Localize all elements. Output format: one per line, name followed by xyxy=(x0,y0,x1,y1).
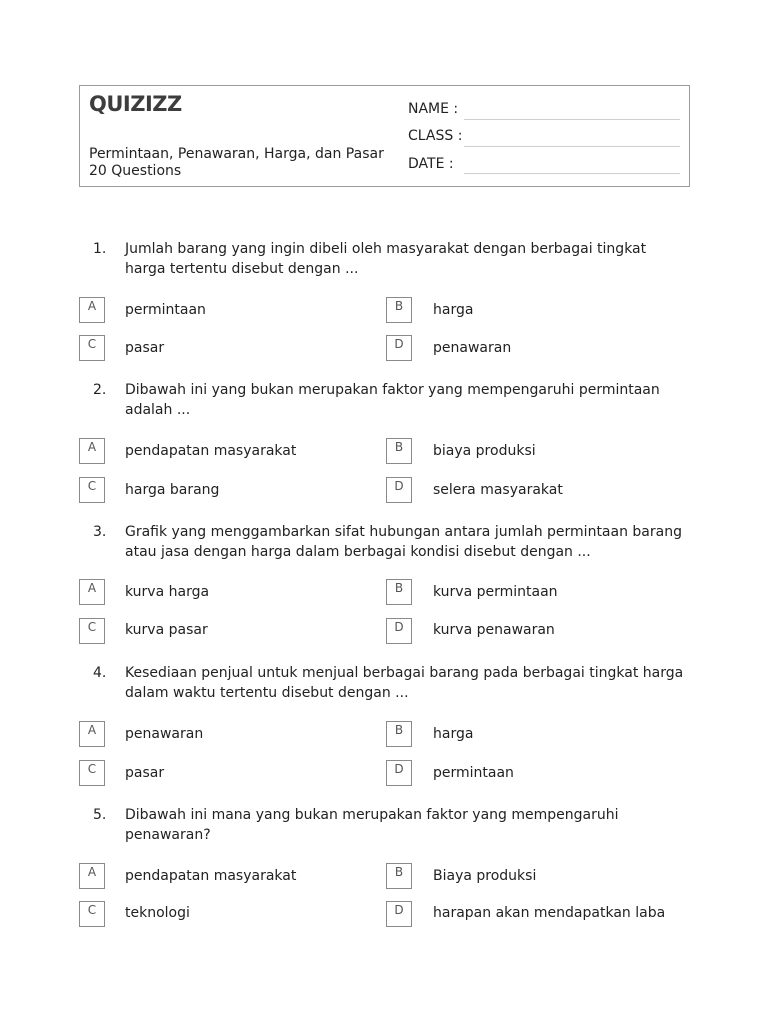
option-c-box[interactable]: C xyxy=(79,760,105,786)
option-d-text: harapan akan mendapatkan laba xyxy=(433,905,666,921)
option-a-box[interactable]: A xyxy=(79,863,105,889)
option-c-text: harga barang xyxy=(125,482,220,498)
option-c-text: teknologi xyxy=(125,905,190,921)
option-a-text: penawaran xyxy=(125,726,204,742)
question-text: Kesediaan penjual untuk menjual berbagai barang pada berbagai tingkat harga dalam waktu tertentu disebut dengan ... xyxy=(125,665,684,701)
option-b-box[interactable]: B xyxy=(386,438,412,464)
option-a-text: permintaan xyxy=(125,302,206,318)
question-text: Grafik yang menggambarkan sifat hubungan antara jumlah permintaan barang atau jasa dengan harga dalam berbagai kondisi disebut dengan ... xyxy=(125,524,682,560)
option-c-text: kurva pasar xyxy=(125,622,208,638)
option-a-box[interactable]: A xyxy=(79,438,105,464)
option-b-box[interactable]: B xyxy=(386,721,412,747)
option-d-box[interactable]: D xyxy=(386,760,412,786)
option-d-box[interactable]: D xyxy=(386,335,412,361)
option-b-text: biaya produksi xyxy=(433,443,536,459)
option-d-box[interactable]: D xyxy=(386,477,412,503)
quizizz-logo: QUIZIZZ xyxy=(89,92,182,116)
option-c-text: pasar xyxy=(125,340,165,356)
option-a-box[interactable]: A xyxy=(79,721,105,747)
option-c-box[interactable]: C xyxy=(79,618,105,644)
question-number: 1. xyxy=(93,241,107,257)
option-b-text: Biaya produksi xyxy=(433,868,537,884)
option-b-box[interactable]: B xyxy=(386,297,412,323)
question-count: 20 Questions xyxy=(89,163,182,179)
date-label: DATE : xyxy=(408,156,454,172)
option-a-box[interactable]: A xyxy=(79,579,105,605)
option-a-text: kurva harga xyxy=(125,584,210,600)
option-d-text: kurva penawaran xyxy=(433,622,555,638)
option-d-box[interactable]: D xyxy=(386,901,412,927)
option-c-box[interactable]: C xyxy=(79,901,105,927)
option-b-text: kurva permintaan xyxy=(433,584,558,600)
worksheet-title: Permintaan, Penawaran, Harga, dan Pasar xyxy=(89,146,384,162)
option-b-text: harga xyxy=(433,726,474,742)
question-number: 4. xyxy=(93,665,107,681)
option-b-text: harga xyxy=(433,302,474,318)
question-number: 5. xyxy=(93,807,107,823)
worksheet-header xyxy=(79,85,690,187)
option-b-box[interactable]: B xyxy=(386,579,412,605)
question-text: Dibawah ini yang bukan merupakan faktor yang mempengaruhi permintaan adalah ... xyxy=(125,382,660,418)
name-label: NAME : xyxy=(408,101,459,117)
question-text: Dibawah ini mana yang bukan merupakan faktor yang mempengaruhi penawaran? xyxy=(125,807,619,843)
option-c-box[interactable]: C xyxy=(79,477,105,503)
date-line xyxy=(464,173,680,174)
question-number: 3. xyxy=(93,524,107,540)
option-b-box[interactable]: B xyxy=(386,863,412,889)
class-line xyxy=(464,146,680,147)
option-a-text: pendapatan masyarakat xyxy=(125,443,297,459)
option-d-text: selera masyarakat xyxy=(433,482,563,498)
option-c-box[interactable]: C xyxy=(79,335,105,361)
option-c-text: pasar xyxy=(125,765,165,781)
option-d-text: permintaan xyxy=(433,765,514,781)
question-number: 2. xyxy=(93,382,107,398)
option-d-text: penawaran xyxy=(433,340,512,356)
option-d-box[interactable]: D xyxy=(386,618,412,644)
question-text: Jumlah barang yang ingin dibeli oleh masyarakat dengan berbagai tingkat harga tertentu disebut dengan ... xyxy=(125,241,647,277)
name-line xyxy=(464,119,680,120)
option-a-box[interactable]: A xyxy=(79,297,105,323)
option-a-text: pendapatan masyarakat xyxy=(125,868,297,884)
class-label: CLASS : xyxy=(408,128,463,144)
